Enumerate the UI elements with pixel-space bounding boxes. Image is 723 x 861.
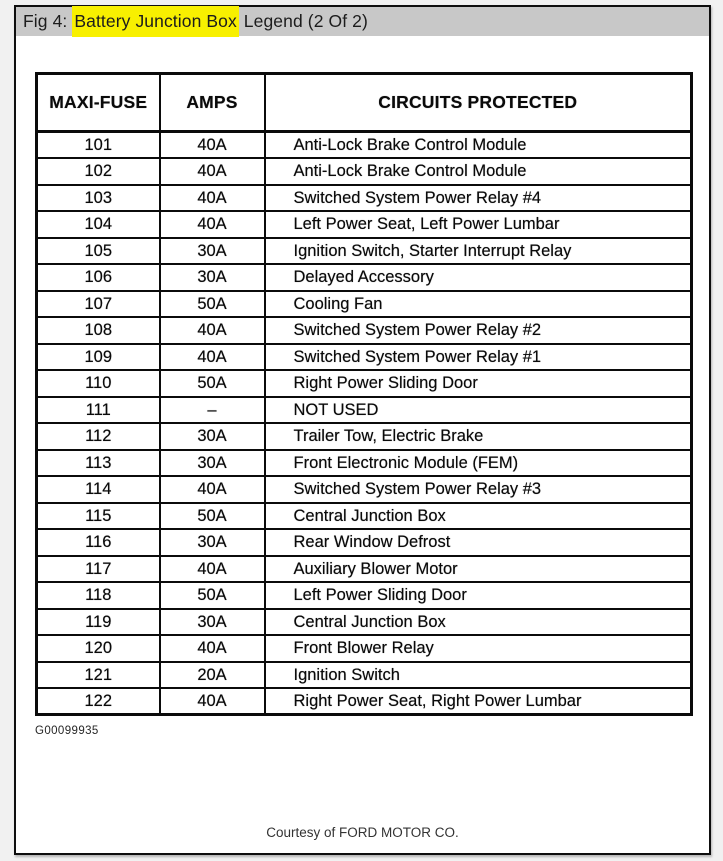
circuit-cell: Central Junction Box — [265, 503, 692, 530]
circuit-cell: Left Power Sliding Door — [265, 582, 692, 609]
fuse-cell: 104 — [37, 211, 160, 238]
fuse-cell: 101 — [37, 132, 160, 159]
amps-cell: 30A — [160, 238, 265, 265]
amps-cell: – — [160, 397, 265, 424]
circuit-cell: Switched System Power Relay #2 — [265, 317, 692, 344]
fuse-cell: 110 — [37, 370, 160, 397]
table-row — [37, 344, 692, 371]
figure-caption — [23, 11, 368, 32]
circuit-cell: Front Blower Relay — [265, 635, 692, 662]
circuit-cell: Ignition Switch — [265, 662, 692, 689]
circuit-cell: Rear Window Defrost — [265, 529, 692, 556]
table-row — [37, 556, 692, 583]
column-header-amps: AMPS — [160, 74, 265, 132]
caption-prefix: Fig 4: — [23, 11, 73, 31]
fuse-cell: 106 — [37, 264, 160, 291]
amps-cell: 30A — [160, 450, 265, 477]
amps-cell: 40A — [160, 132, 265, 159]
circuit-cell: Right Power Sliding Door — [265, 370, 692, 397]
amps-cell: 50A — [160, 582, 265, 609]
column-header-maxi-fuse: MAXI-FUSE — [37, 74, 160, 132]
circuit-cell: Left Power Seat, Left Power Lumbar — [265, 211, 692, 238]
fuse-cell: 121 — [37, 662, 160, 689]
table-row — [37, 688, 692, 715]
table-row — [37, 397, 692, 424]
amps-cell: 40A — [160, 211, 265, 238]
table-row — [37, 264, 692, 291]
amps-cell: 40A — [160, 185, 265, 212]
table-row — [37, 635, 692, 662]
fuse-cell: 116 — [37, 529, 160, 556]
circuit-cell: Switched System Power Relay #4 — [265, 185, 692, 212]
figure-caption-bar — [16, 7, 709, 36]
circuit-cell: Cooling Fan — [265, 291, 692, 318]
amps-cell: 40A — [160, 344, 265, 371]
caption-suffix: Legend (2 Of 2) — [238, 11, 368, 31]
courtesy-line: Courtesy of FORD MOTOR CO. — [266, 825, 459, 840]
table-row — [37, 609, 692, 636]
fuse-cell: 115 — [37, 503, 160, 530]
amps-cell: 30A — [160, 423, 265, 450]
amps-cell: 50A — [160, 370, 265, 397]
amps-cell: 50A — [160, 291, 265, 318]
circuit-cell: Right Power Seat, Right Power Lumbar — [265, 688, 692, 715]
fuse-cell: 111 — [37, 397, 160, 424]
circuit-cell: Ignition Switch, Starter Interrupt Relay — [265, 238, 692, 265]
fuse-cell: 120 — [37, 635, 160, 662]
amps-cell: 40A — [160, 158, 265, 185]
circuit-cell: Auxiliary Blower Motor — [265, 556, 692, 583]
circuit-cell: NOT USED — [265, 397, 692, 424]
column-header-circuits-protected: CIRCUITS PROTECTED — [265, 74, 692, 132]
fuse-cell: 114 — [37, 476, 160, 503]
circuit-cell: Anti-Lock Brake Control Module — [265, 158, 692, 185]
fuse-cell: 118 — [37, 582, 160, 609]
amps-cell: 50A — [160, 503, 265, 530]
table-header-row — [37, 74, 692, 132]
table-row — [37, 423, 692, 450]
table-row — [37, 582, 692, 609]
figure-panel — [14, 5, 711, 855]
amps-cell: 30A — [160, 609, 265, 636]
figure-reference-number: G00099935 — [35, 725, 99, 737]
table-row — [37, 529, 692, 556]
amps-cell: 30A — [160, 264, 265, 291]
circuit-cell: Switched System Power Relay #3 — [265, 476, 692, 503]
fuse-legend-table — [35, 72, 693, 716]
table-row — [37, 476, 692, 503]
fuse-cell: 113 — [37, 450, 160, 477]
amps-cell: 40A — [160, 688, 265, 715]
table-row — [37, 317, 692, 344]
table-row — [37, 291, 692, 318]
fuse-cell: 119 — [37, 609, 160, 636]
fuse-cell: 122 — [37, 688, 160, 715]
caption-highlighted-text: Battery Junction Box — [72, 6, 239, 37]
table-row — [37, 662, 692, 689]
circuit-cell: Anti-Lock Brake Control Module — [265, 132, 692, 159]
amps-cell: 40A — [160, 476, 265, 503]
circuit-cell: Front Electronic Module (FEM) — [265, 450, 692, 477]
fuse-cell: 109 — [37, 344, 160, 371]
amps-cell: 20A — [160, 662, 265, 689]
fuse-cell: 117 — [37, 556, 160, 583]
fuse-cell: 103 — [37, 185, 160, 212]
table-row — [37, 238, 692, 265]
fuse-cell: 107 — [37, 291, 160, 318]
amps-cell: 40A — [160, 635, 265, 662]
table-row — [37, 450, 692, 477]
circuit-cell: Trailer Tow, Electric Brake — [265, 423, 692, 450]
table-row — [37, 132, 692, 159]
amps-cell: 30A — [160, 529, 265, 556]
fuse-cell: 105 — [37, 238, 160, 265]
fuse-cell: 108 — [37, 317, 160, 344]
table-row — [37, 503, 692, 530]
fuse-cell: 102 — [37, 158, 160, 185]
fuse-cell: 112 — [37, 423, 160, 450]
table-row — [37, 158, 692, 185]
table-row — [37, 185, 692, 212]
table-row — [37, 211, 692, 238]
circuit-cell: Central Junction Box — [265, 609, 692, 636]
amps-cell: 40A — [160, 317, 265, 344]
amps-cell: 40A — [160, 556, 265, 583]
fuse-table-body — [37, 132, 692, 715]
circuit-cell: Delayed Accessory — [265, 264, 692, 291]
circuit-cell: Switched System Power Relay #1 — [265, 344, 692, 371]
table-row — [37, 370, 692, 397]
